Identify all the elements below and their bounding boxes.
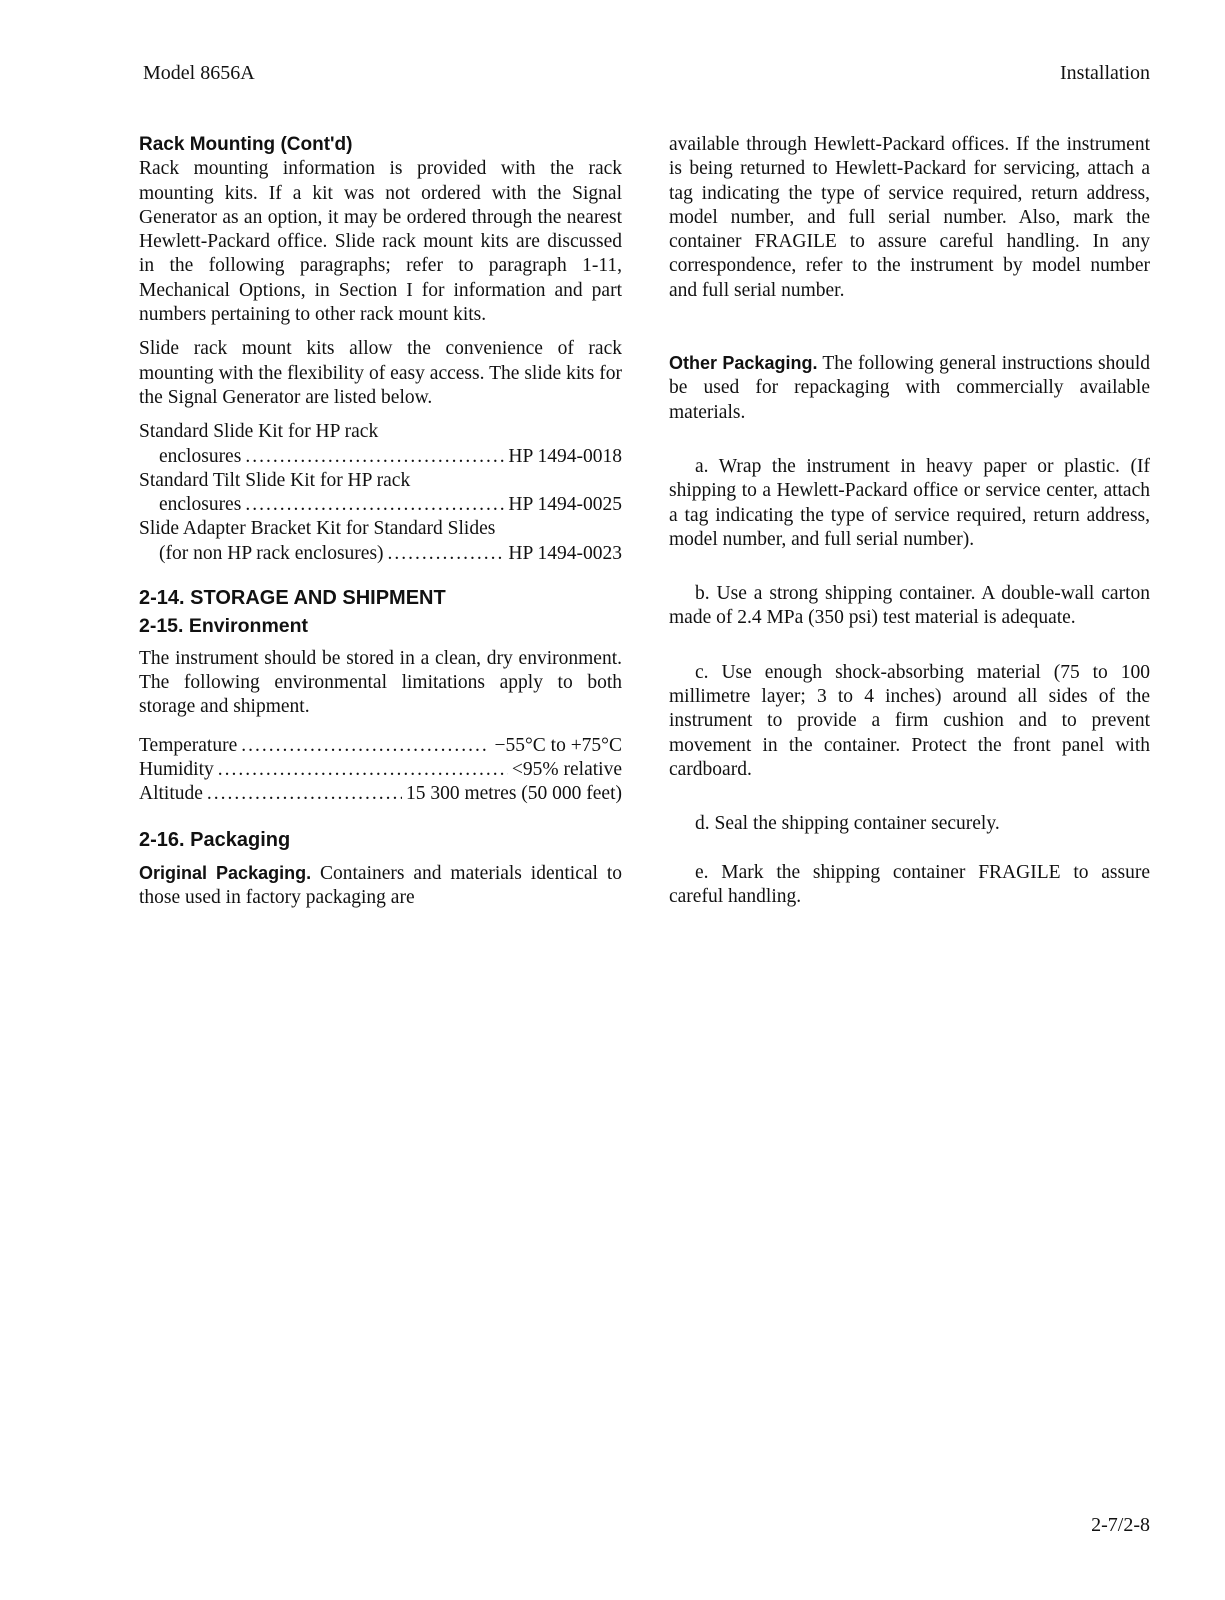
header-section: Installation (1060, 62, 1150, 84)
other-packaging-text: The following general instructions should be used for repackaging with commercially available materials. (669, 353, 1150, 423)
spec-row (139, 758, 622, 782)
dot-leader (241, 734, 490, 758)
environment-heading: 2-15. Environment (139, 615, 309, 638)
kit-part-number: HP 1494-0023 (508, 542, 622, 564)
page-number: 2-7/2-8 (1091, 1514, 1150, 1536)
original-packaging-text: Containers and materials identical to those used in factory packaging are (139, 862, 622, 909)
header-model: Model 8656A (143, 62, 255, 84)
spec-value: −55°C to +75°C (494, 734, 622, 756)
slide-kit-list (139, 420, 622, 566)
storage-shipment-heading: 2-14. STORAGE AND SHIPMENT (139, 587, 446, 610)
right-column (669, 133, 1150, 909)
other-packaging-lead: Other Packaging. (669, 353, 818, 374)
kit-name-cont: enclosures (159, 445, 242, 467)
kit-name: Slide Adapter Bracket Kit for Standard Slides (139, 518, 496, 540)
environment-paragraph: The instrument should be stored in a clean, dry environment. The following environmental limitations apply to both storage and shipment. (139, 647, 622, 718)
dot-leader (218, 758, 508, 782)
dot-leader (388, 542, 505, 566)
other-packaging-paragraph (669, 351, 1150, 425)
kit-part-number: HP 1494-0018 (508, 445, 622, 467)
rack-paragraph-1: Rack mounting information is provided with the rack mounting kits. If a kit was not ordered with the Signal Generator as an option, it may be ordered through the nearest Hewlett-Packard office. Slide rack mount kits are discussed in the following paragraphs; refer to paragraph 1-11, Mechanical Options, in Section I for information and part numbers pertaining to other rack mount kits. (139, 158, 622, 326)
kit-item (139, 517, 622, 566)
dot-leader (245, 445, 504, 469)
spec-label: Temperature (139, 734, 238, 756)
spec-value: 15 300 metres (50 000 feet) (405, 783, 622, 805)
dot-leader (245, 493, 504, 517)
rack-mounting-heading: Rack Mounting (Cont'd) (139, 134, 353, 155)
rack-paragraph-2: Slide rack mount kits allow the convenience of rack mounting with the flexibility of easy access. The slide kits for the Signal Generator are listed below. (139, 338, 622, 408)
packaging-step: b. Use a strong shipping container. A double-wall carton made of 2.4 MPa (350 psi) test material is adequate. (669, 583, 1150, 629)
kit-name: Standard Tilt Slide Kit for HP rack (139, 469, 411, 491)
kit-part-number: HP 1494-0025 (508, 494, 622, 516)
kit-item (139, 469, 622, 518)
packaging-heading: 2-16. Packaging (139, 829, 291, 852)
kit-item (139, 420, 622, 469)
packaging-step: d. Seal the shipping container securely. (695, 813, 1000, 835)
spec-row (139, 734, 622, 758)
kit-name-cont: enclosures (159, 494, 242, 516)
original-packaging-lead: Original Packaging. (139, 862, 312, 883)
packaging-step: c. Use enough shock-absorbing material (75 to 100 millimetre layer; 3 to 4 inches) around all sides of the instrument to provide a firm cushion and to prevent movement in the container. Protect the front panel with cardboard. (669, 661, 1150, 780)
kit-name: Standard Slide Kit for HP rack (139, 421, 379, 443)
spec-label: Humidity (139, 758, 214, 780)
spec-label: Altitude (139, 783, 203, 805)
spec-row (139, 782, 622, 806)
dot-leader (207, 782, 402, 806)
packaging-step: e. Mark the shipping container FRAGILE to assure careful handling. (669, 861, 1150, 907)
packaging-continued-paragraph: available through Hewlett-Packard offices. If the instrument is being returned to Hewlett-Packard for servicing, attach a tag indicating the type of service required, return address, model number, and full serial number. Also, mark the container FRAGILE to assure careful handling. In any correspondence, refer to the instrument by model number and full serial number. (669, 134, 1150, 301)
packaging-step: a. Wrap the instrument in heavy paper or plastic. (If shipping to a Hewlett-Packard office or service center, attach a tag indicating the type of service required, return address, model number, and full serial number). (669, 455, 1150, 550)
environment-spec-list (139, 734, 622, 807)
spec-value: <95% relative (511, 758, 622, 780)
original-packaging-paragraph (139, 861, 622, 911)
kit-name-cont: (for non HP rack enclosures) (159, 542, 384, 564)
left-column (139, 133, 622, 910)
